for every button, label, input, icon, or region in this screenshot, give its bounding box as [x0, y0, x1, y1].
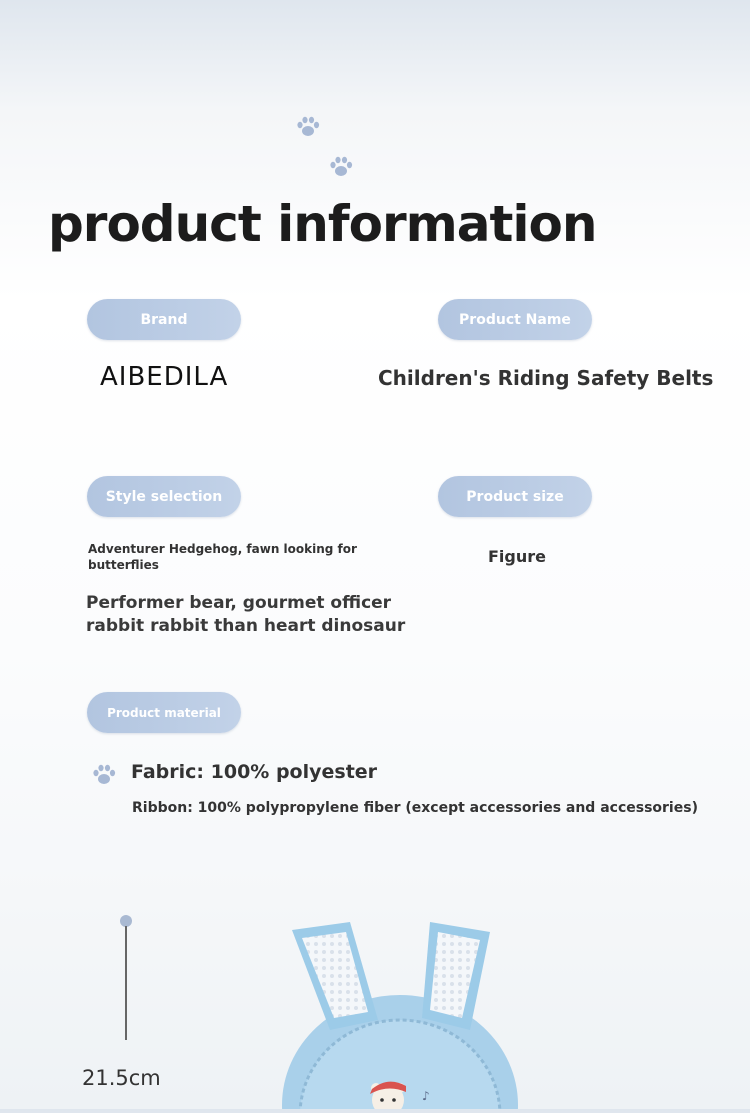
style-selection-value-2: Performer bear, gourmet officer rabbit rabbit than heart dinosaur [86, 593, 406, 636]
product-name-value: Children's Riding Safety Belts [378, 366, 714, 390]
brand-label: Brand [87, 299, 241, 340]
paw-print-icon [296, 116, 320, 138]
height-measurement: 21.5cm [82, 1066, 161, 1090]
product-material-label: Product material [87, 692, 241, 733]
fabric-value: Fabric: 100% polyester [131, 761, 378, 783]
paw-print-icon [92, 764, 116, 786]
style-selection-value-1: Adventurer Hedgehog, fawn looking for butterflies [88, 542, 357, 572]
product-name-label: Product Name [438, 299, 592, 340]
product-size-value: Figure [488, 547, 546, 566]
style-selection-label: Style selection [87, 476, 241, 517]
measure-line [125, 926, 127, 1040]
paw-print-icon [329, 156, 353, 178]
svg-text:♪: ♪ [422, 1089, 430, 1103]
product-size-label: Product size [438, 476, 592, 517]
backpack-image [200, 900, 600, 1113]
page-title: product information [48, 195, 597, 253]
brand-value: AIBEDILA [100, 362, 229, 392]
ribbon-value: Ribbon: 100% polypropylene fiber (except accessories and accessories) [132, 800, 698, 816]
